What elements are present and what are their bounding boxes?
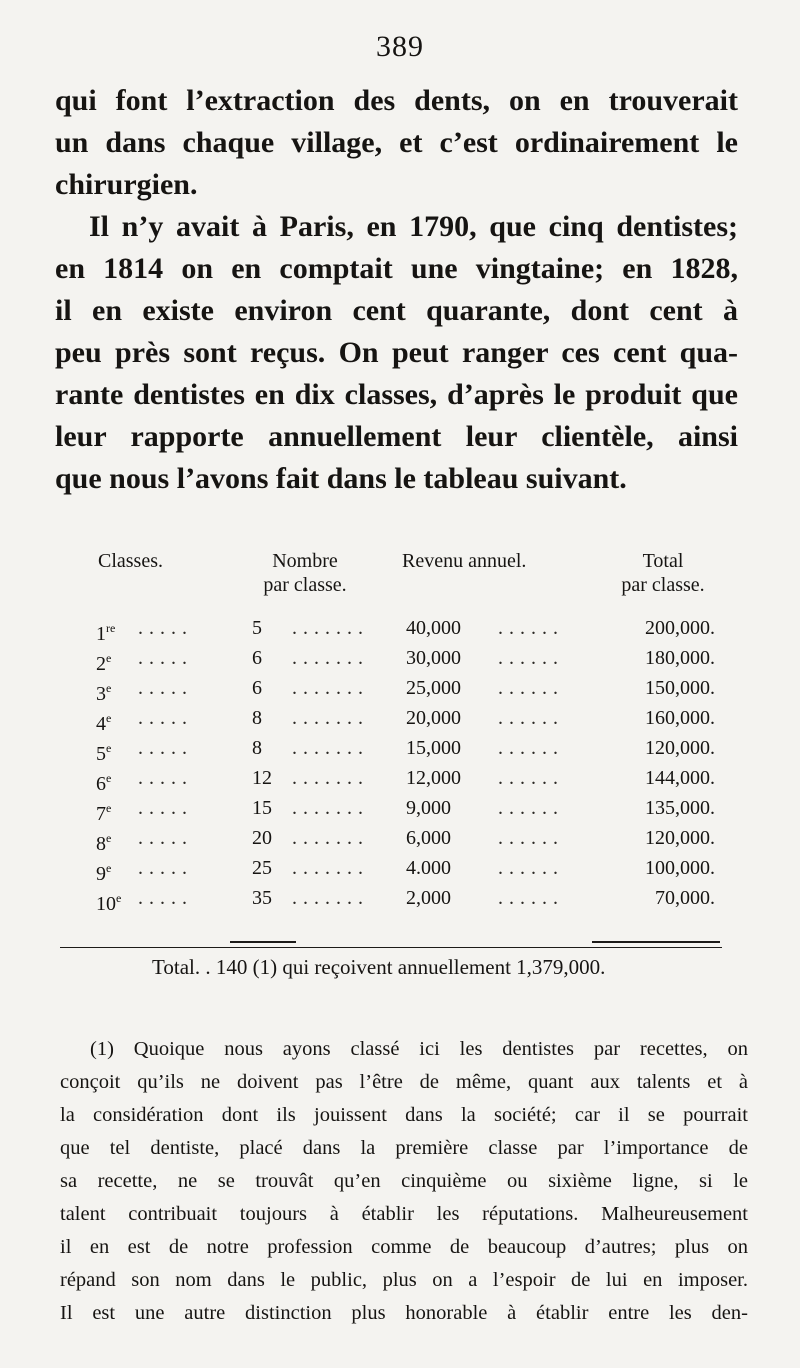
table-row	[60, 793, 740, 823]
nombre-cell: 15	[252, 797, 272, 819]
table-row	[60, 883, 740, 913]
class-number: 7	[96, 803, 106, 825]
body-paragraphs	[55, 80, 738, 500]
leader-dots: ......	[498, 677, 564, 699]
footnote-line: conçoit qu’ils ne doivent pas l’être de même, quant aux talents et à	[60, 1071, 748, 1093]
leader-dots: .....	[138, 827, 193, 849]
sum-rule-total	[592, 941, 720, 943]
body-line: un dans chaque village, et c’est ordinairement le	[55, 126, 738, 159]
leader-dots: ......	[498, 707, 564, 729]
body-line: leur rapporte annuellement leur clientèle, ainsi	[55, 420, 738, 453]
table-row	[60, 763, 740, 793]
leader-dots: ......	[498, 797, 564, 819]
header-total	[608, 549, 718, 597]
table-row	[60, 643, 740, 673]
revenu-cell: 6,000	[406, 827, 451, 849]
class-number: 1	[96, 623, 106, 645]
revenu-cell: 9,000	[406, 797, 451, 819]
nombre-cell: 35	[252, 887, 272, 909]
leader-dots: .....	[138, 617, 193, 639]
total-cell: 120,000.	[645, 737, 715, 759]
nombre-cell: 5	[252, 617, 262, 639]
leader-dots: ......	[498, 887, 564, 909]
body-line: il en existe environ cent quarante, dont cent à	[55, 294, 738, 327]
footnote	[60, 1033, 748, 1330]
class-label	[96, 883, 121, 919]
leader-dots: ......	[498, 767, 564, 789]
class-number: 5	[96, 743, 106, 765]
table-rule	[60, 947, 722, 948]
class-suffix: e	[106, 711, 112, 725]
leader-dots: .......	[292, 797, 369, 819]
body-line: chirurgien.	[55, 168, 198, 201]
header-nombre-line1: Nombre	[272, 550, 338, 572]
leader-dots: ......	[498, 647, 564, 669]
revenu-cell: 4.000	[406, 857, 451, 879]
class-number: 2	[96, 653, 106, 675]
revenu-cell: 15,000	[406, 737, 461, 759]
total-cell: 160,000.	[645, 707, 715, 729]
leader-dots: .......	[292, 647, 369, 669]
header-total-line2: par classe.	[621, 574, 705, 596]
class-suffix: e	[106, 741, 112, 755]
class-suffix: e	[116, 891, 122, 905]
class-number: 8	[96, 833, 106, 855]
table-body	[60, 613, 740, 913]
revenu-cell: 30,000	[406, 647, 461, 669]
footnote-line: sa recette, ne se trouvât qu’en cinquième ou sixième ligne, si le	[60, 1170, 748, 1192]
table-row	[60, 613, 740, 643]
class-number: 6	[96, 773, 106, 795]
class-number: 3	[96, 683, 106, 705]
class-suffix: re	[106, 621, 116, 635]
leader-dots: .....	[138, 887, 193, 909]
body-line: peu près sont reçus. On peut ranger ces cent qua-	[55, 336, 738, 369]
class-suffix: e	[106, 831, 112, 845]
total-cell: 200,000.	[645, 617, 715, 639]
footnote-line: que tel dentiste, placé dans la première classe par l’importance de	[60, 1137, 748, 1159]
total-cell: 180,000.	[645, 647, 715, 669]
leader-dots: .......	[292, 887, 369, 909]
revenu-cell: 25,000	[406, 677, 461, 699]
leader-dots: .......	[292, 737, 369, 759]
nombre-cell: 6	[252, 647, 262, 669]
footnote-line: il en est de notre profession comme de beaucoup d’autres; plus on	[60, 1236, 748, 1258]
sum-rule-nombre	[230, 941, 296, 943]
leader-dots: .......	[292, 677, 369, 699]
class-number: 4	[96, 713, 106, 735]
class-suffix: e	[106, 771, 112, 785]
total-cell: 120,000.	[645, 827, 715, 849]
leader-dots: ......	[498, 737, 564, 759]
page-number: 389	[376, 30, 424, 63]
leader-dots: .....	[138, 737, 193, 759]
leader-dots: .......	[292, 857, 369, 879]
footnote-line: Il est une autre distinction plus honorable à établir entre les den-	[60, 1302, 748, 1324]
revenu-cell: 2,000	[406, 887, 451, 909]
body-line: qui font l’extraction des dents, on en trouverait	[55, 84, 738, 117]
leader-dots: .......	[292, 767, 369, 789]
class-suffix: e	[106, 651, 112, 665]
class-number: 10	[96, 893, 116, 915]
nombre-cell: 12	[252, 767, 272, 789]
body-line: rante dentistes en dix classes, d’après le produit que	[55, 378, 738, 411]
total-cell: 100,000.	[645, 857, 715, 879]
leader-dots: .....	[138, 767, 193, 789]
body-line: que nous l’avons fait dans le tableau suivant.	[55, 462, 627, 495]
leader-dots: .....	[138, 797, 193, 819]
class-suffix: e	[106, 801, 112, 815]
class-suffix: e	[106, 861, 112, 875]
header-nombre-line2: par classe.	[263, 574, 347, 596]
total-cell: 144,000.	[645, 767, 715, 789]
leader-dots: .....	[138, 677, 193, 699]
nombre-cell: 8	[252, 707, 262, 729]
leader-dots: .....	[138, 857, 193, 879]
footnote-line: talent contribuait toujours à établir les réputations. Malheureusement	[60, 1203, 748, 1225]
nombre-cell: 20	[252, 827, 272, 849]
class-suffix: e	[106, 681, 112, 695]
table-row	[60, 733, 740, 763]
revenu-cell: 40,000	[406, 617, 461, 639]
header-revenu: Revenu annuel.	[402, 550, 527, 572]
header-nombre	[250, 549, 360, 597]
table-row	[60, 823, 740, 853]
total-cell: 70,000.	[655, 887, 715, 909]
body-line: en 1814 on en comptait une vingtaine; en 1828,	[55, 252, 738, 285]
footnote-line: répand son nom dans le public, plus on a l’espoir de lui en imposer.	[60, 1269, 748, 1291]
total-cell: 135,000.	[645, 797, 715, 819]
body-line: Il n’y avait à Paris, en 1790, que cinq dentistes;	[89, 210, 738, 243]
header-classes: Classes.	[98, 550, 163, 572]
nombre-cell: 8	[252, 737, 262, 759]
table-row	[60, 703, 740, 733]
footnote-line: (1) Quoique nous ayons classé ici les dentistes par recettes, on	[90, 1038, 748, 1060]
dentist-classes-table	[60, 543, 740, 979]
leader-dots: ......	[498, 857, 564, 879]
revenu-cell: 20,000	[406, 707, 461, 729]
leader-dots: .......	[292, 827, 369, 849]
leader-dots: ......	[498, 827, 564, 849]
nombre-cell: 6	[252, 677, 262, 699]
leader-dots: .....	[138, 707, 193, 729]
leader-dots: .......	[292, 617, 369, 639]
leader-dots: ......	[498, 617, 564, 639]
table-row	[60, 853, 740, 883]
header-total-line1: Total	[642, 550, 684, 572]
leader-dots: .....	[138, 647, 193, 669]
table-row	[60, 673, 740, 703]
class-number: 9	[96, 863, 106, 885]
footnote-line: la considération dont ils jouissent dans la société; car il se pourrait	[60, 1104, 748, 1126]
total-cell: 150,000.	[645, 677, 715, 699]
leader-dots: .......	[292, 707, 369, 729]
table-header	[60, 543, 740, 613]
nombre-cell: 25	[252, 857, 272, 879]
table-total-line: Total. . 140 (1) qui reçoivent annuellement 1,379,000.	[152, 955, 606, 979]
revenu-cell: 12,000	[406, 767, 461, 789]
